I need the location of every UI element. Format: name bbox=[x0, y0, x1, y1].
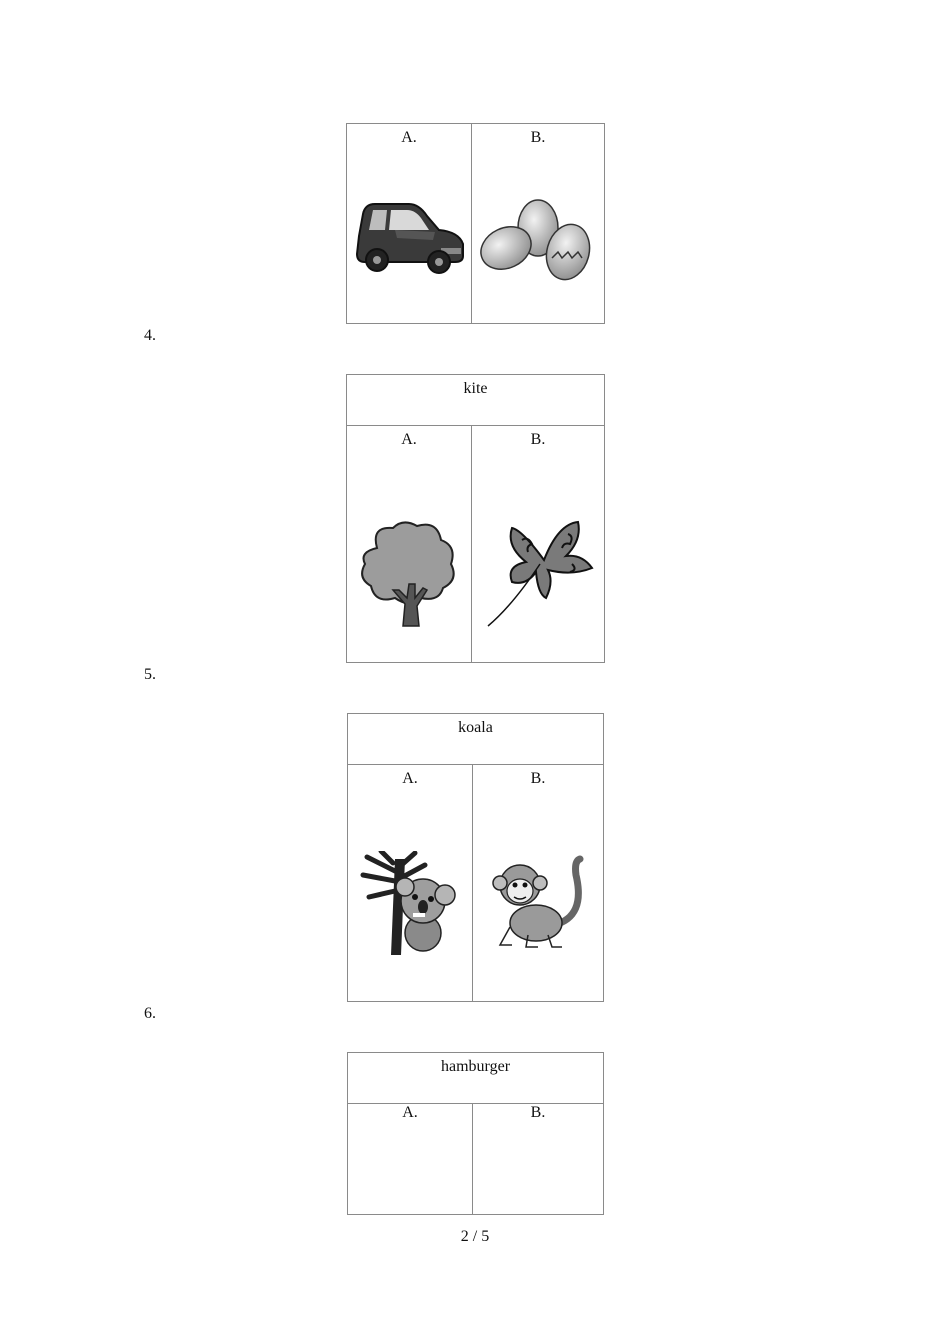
target-word: koala bbox=[458, 719, 493, 736]
target-word-cell bbox=[348, 1053, 604, 1104]
question-5-table bbox=[347, 713, 604, 1002]
question-6-table bbox=[347, 1052, 604, 1215]
target-word: hamburger bbox=[441, 1058, 511, 1075]
target-word-cell bbox=[347, 375, 605, 426]
option-a-cell[interactable] bbox=[348, 1104, 473, 1215]
option-a-label: A. bbox=[401, 129, 417, 146]
option-b-cell[interactable] bbox=[473, 765, 604, 1002]
option-b-cell[interactable] bbox=[473, 1104, 604, 1215]
option-a-cell[interactable] bbox=[348, 765, 473, 1002]
option-a-label: A. bbox=[402, 1104, 418, 1121]
option-b-label: B. bbox=[530, 431, 546, 448]
tree-icon bbox=[357, 518, 461, 628]
option-b-label: B. bbox=[530, 770, 546, 787]
kite-icon bbox=[482, 516, 594, 628]
question-number: 4. bbox=[144, 327, 156, 344]
car-icon bbox=[351, 196, 467, 274]
option-a-label: A. bbox=[401, 431, 417, 448]
monkey-icon bbox=[488, 855, 588, 951]
question-number: 6. bbox=[144, 1005, 156, 1022]
option-b-cell[interactable] bbox=[472, 426, 605, 663]
eggs-icon bbox=[478, 196, 598, 286]
question-4-table bbox=[346, 374, 605, 663]
page-number: 2 / 5 bbox=[460, 1228, 490, 1245]
option-b-label: B. bbox=[530, 1104, 546, 1121]
option-a-cell[interactable] bbox=[347, 124, 472, 324]
question-number: 5. bbox=[144, 666, 156, 683]
question-3-table bbox=[346, 123, 605, 324]
target-word-cell bbox=[348, 714, 604, 765]
option-b-label: B. bbox=[530, 129, 546, 146]
option-b-cell[interactable] bbox=[472, 124, 605, 324]
option-a-label: A. bbox=[402, 770, 418, 787]
option-a-cell[interactable] bbox=[347, 426, 472, 663]
target-word: kite bbox=[463, 380, 488, 397]
koala-icon bbox=[355, 851, 465, 955]
